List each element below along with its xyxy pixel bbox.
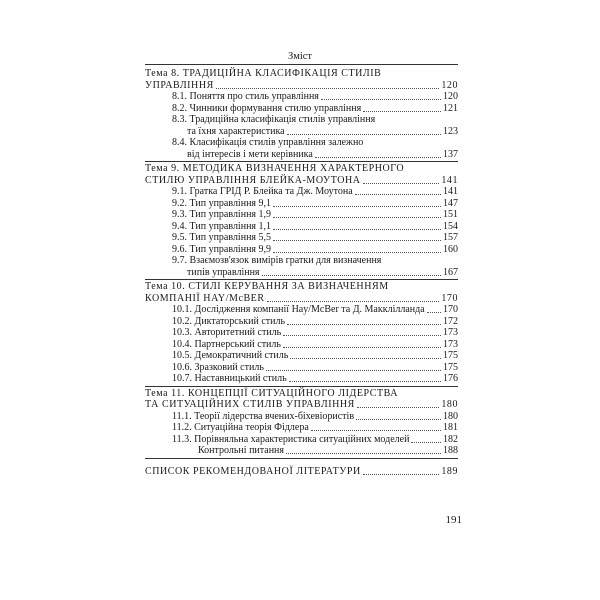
toc-entry-s102 [145, 316, 458, 328]
toc-entry-page: 170 [441, 292, 458, 304]
toc-entry-title: 10.5. Демократичний стиль [172, 350, 289, 361]
toc-entry-title: 10.7. Наставницький стиль [172, 373, 287, 384]
toc-entry-title: 9.6. Тип управління 9,9 [172, 243, 272, 255]
toc-entry-s103 [145, 327, 458, 339]
toc-entry-s83b [145, 126, 458, 138]
toc-entry-s96 [145, 244, 458, 256]
dot-leader [355, 186, 441, 195]
toc-entry-title: Тема 11. КОНЦЕПЦІЇ СИТУАЦІЙНОГО ЛІДЕРСТВА [145, 387, 398, 399]
dot-leader [216, 80, 440, 89]
toc-entry-title: 10.1. Дослідження компанії Hay/McBer та Д. Макклілланда [172, 304, 425, 315]
toc-entry-page: 176 [443, 373, 458, 384]
dot-leader [287, 126, 441, 135]
toc-entry-t9b [145, 175, 458, 187]
dot-leader [289, 373, 441, 382]
dot-leader [262, 267, 441, 276]
toc-entry-s114 [145, 445, 458, 457]
toc-entry-page: 154 [443, 220, 458, 232]
toc-entry-t8b [145, 80, 458, 92]
dot-leader [363, 175, 440, 184]
toc-entry-s93 [145, 209, 458, 221]
toc-entry-title: Контрольні питання [198, 445, 285, 456]
section-separator [145, 161, 458, 162]
dot-leader [311, 422, 441, 431]
toc-entry-s84b [145, 149, 458, 161]
toc-entry-page: 157 [443, 232, 458, 243]
running-header: Зміст [287, 51, 313, 62]
toc-entry-title: 10.2. Диктаторський стиль [172, 315, 286, 327]
toc-entry-page: 160 [443, 243, 458, 255]
section-separator [145, 458, 458, 459]
toc-entry-title: 9.1. Гратка ГРІД Р. Блейка та Дж. Моутона [172, 186, 353, 197]
dot-leader [273, 221, 441, 230]
toc-entry-title: 11.1. Теорії лідерства вчених-біхевіористів [172, 410, 355, 422]
toc-entry-page: 141 [441, 174, 458, 186]
toc-entry-title: від інтересів і мети керівника [187, 148, 313, 160]
dot-leader [283, 327, 441, 336]
toc-entry-s97a [145, 255, 458, 267]
toc-entry-title: 9.2. Тип управління 9,1 [172, 197, 272, 209]
toc-entry-page: 123 [443, 125, 458, 137]
toc-entry-page: 173 [443, 327, 458, 338]
header-rule [145, 64, 458, 65]
toc-entry-title: 11.3. Порівняльна характеристика ситуаційних моделей [172, 433, 410, 445]
toc-entry-t8a [145, 68, 458, 80]
toc-entry-title: 10.3. Авторитетний стиль [172, 327, 282, 338]
toc-entry-page: 188 [443, 445, 458, 456]
toc-entry-s112 [145, 422, 458, 434]
toc-entry-page: 141 [443, 186, 458, 197]
toc-entry-title: КОМПАНІЇ HAY/McBER [145, 292, 265, 304]
toc-entry-page: 175 [443, 350, 458, 361]
toc-entry-s111 [145, 411, 458, 423]
dot-leader [287, 316, 441, 325]
toc-entry-title: ТА СИТУАЦІЙНИХ СТИЛІВ УПРАВЛІННЯ [145, 399, 355, 410]
toc-entry-title: 8.4. Класифікація стилів управління залежно [172, 137, 364, 148]
dot-leader [290, 350, 441, 359]
toc-entry-page: 151 [443, 209, 458, 220]
toc-entry-page: 182 [443, 433, 458, 445]
toc-entry-s97b [145, 267, 458, 279]
toc-entry-page: 147 [443, 197, 458, 209]
dot-leader [273, 198, 441, 207]
dot-leader [286, 445, 441, 454]
dot-leader [321, 91, 441, 100]
toc-entry-s95 [145, 232, 458, 244]
toc-entry-page: 173 [443, 338, 458, 350]
toc-entry-lit [145, 466, 458, 478]
toc-entry-t11b [145, 399, 458, 411]
toc-entry-title: 9.4. Тип управління 1,1 [172, 220, 272, 232]
toc-entry-title: СПИСОК РЕКОМЕНДОВАНОЇ ЛІТЕРАТУРИ [145, 465, 361, 477]
toc-entry-page: 167 [443, 266, 458, 278]
dot-leader [283, 339, 441, 348]
dot-leader [363, 103, 441, 112]
toc-entry-title: Тема 9. МЕТОДИКА ВИЗНАЧЕННЯ ХАРАКТЕРНОГО [145, 163, 405, 174]
toc-entry-page: 181 [443, 422, 458, 433]
toc-entry-title: 10.6. Зразковий стиль [172, 361, 264, 373]
dot-leader [273, 209, 441, 218]
toc-entry-page: 175 [443, 361, 458, 373]
toc-entry-t9a [145, 163, 458, 175]
toc-entry-title: Тема 10. СТИЛІ КЕРУВАННЯ ЗА ВИЗНАЧЕННЯМ [145, 281, 389, 292]
toc-entry-s94 [145, 221, 458, 233]
toc-entry-s107 [145, 373, 458, 385]
toc-entry-title: УПРАВЛІННЯ [145, 79, 214, 91]
toc-entry-title: 9.5. Тип управління 5,5 [172, 232, 272, 243]
section-separator [145, 279, 458, 280]
toc-entry-title: типів управління [187, 266, 260, 278]
dot-leader [357, 399, 439, 408]
toc-entry-s105 [145, 350, 458, 362]
toc-entry-title: Тема 8. ТРАДИЦІЙНА КЛАСИФІКАЦІЯ СТИЛІВ [145, 68, 382, 79]
toc-entry-title: 9.7. Взаємозв'язок вимірів гратки для визначення [172, 255, 382, 266]
toc-entry-s106 [145, 362, 458, 374]
toc-entry-page: 137 [443, 148, 458, 160]
page-number: 191 [445, 514, 462, 526]
dot-leader [266, 362, 441, 371]
dot-leader [411, 434, 441, 443]
toc-entry-title: 10.4. Партнерський стиль [172, 338, 281, 350]
toc-entry-page: 120 [443, 91, 458, 102]
toc-entry-s92 [145, 198, 458, 210]
toc-entry-page: 120 [441, 79, 458, 91]
toc-entry-s91 [145, 186, 458, 198]
section-separator [145, 386, 458, 387]
dot-leader [273, 232, 441, 241]
toc-entry-page: 189 [441, 465, 458, 477]
toc-entry-title: 8.2. Чинники формування стилю управління [172, 102, 362, 114]
toc-entry-title: 11.2. Ситуаційна теорія Фідлера [172, 422, 309, 433]
toc-entry-t10b [145, 293, 458, 305]
toc-entry-s84a [145, 137, 458, 149]
toc-entry-page: 180 [443, 410, 458, 422]
toc-entry-page: 170 [443, 304, 458, 315]
toc-entry-title: СТИЛЮ УПРАВЛІННЯ БЛЕЙКА-МОУТОНА [145, 174, 361, 186]
toc-entry-s82 [145, 103, 458, 115]
toc-entry-title: 9.3. Тип управління 1,9 [172, 209, 272, 220]
toc-entry-s83a [145, 114, 458, 126]
toc-entry-s113 [145, 434, 458, 446]
toc-entry-s101 [145, 304, 458, 316]
dot-leader [267, 293, 440, 302]
toc-entry-t11a [145, 388, 458, 400]
toc-entry-page: 180 [441, 399, 458, 410]
dot-leader [356, 411, 441, 420]
dot-leader [273, 244, 441, 253]
dot-leader [427, 304, 441, 313]
toc-entry-page: 172 [443, 315, 458, 327]
toc-entry-title: та їхня характеристика [187, 125, 285, 137]
toc-entry-title: 8.1. Поняття про стиль управління [172, 91, 319, 102]
toc-entry-t10a [145, 281, 458, 293]
table-of-contents [145, 68, 458, 477]
toc-entry-s81 [145, 91, 458, 103]
toc-entry-title: 8.3. Традиційна класифікація стилів управління [172, 114, 376, 125]
toc-entry-page: 121 [443, 102, 458, 114]
dot-leader [363, 466, 440, 475]
dot-leader [315, 149, 441, 158]
toc-entry-s104 [145, 339, 458, 351]
